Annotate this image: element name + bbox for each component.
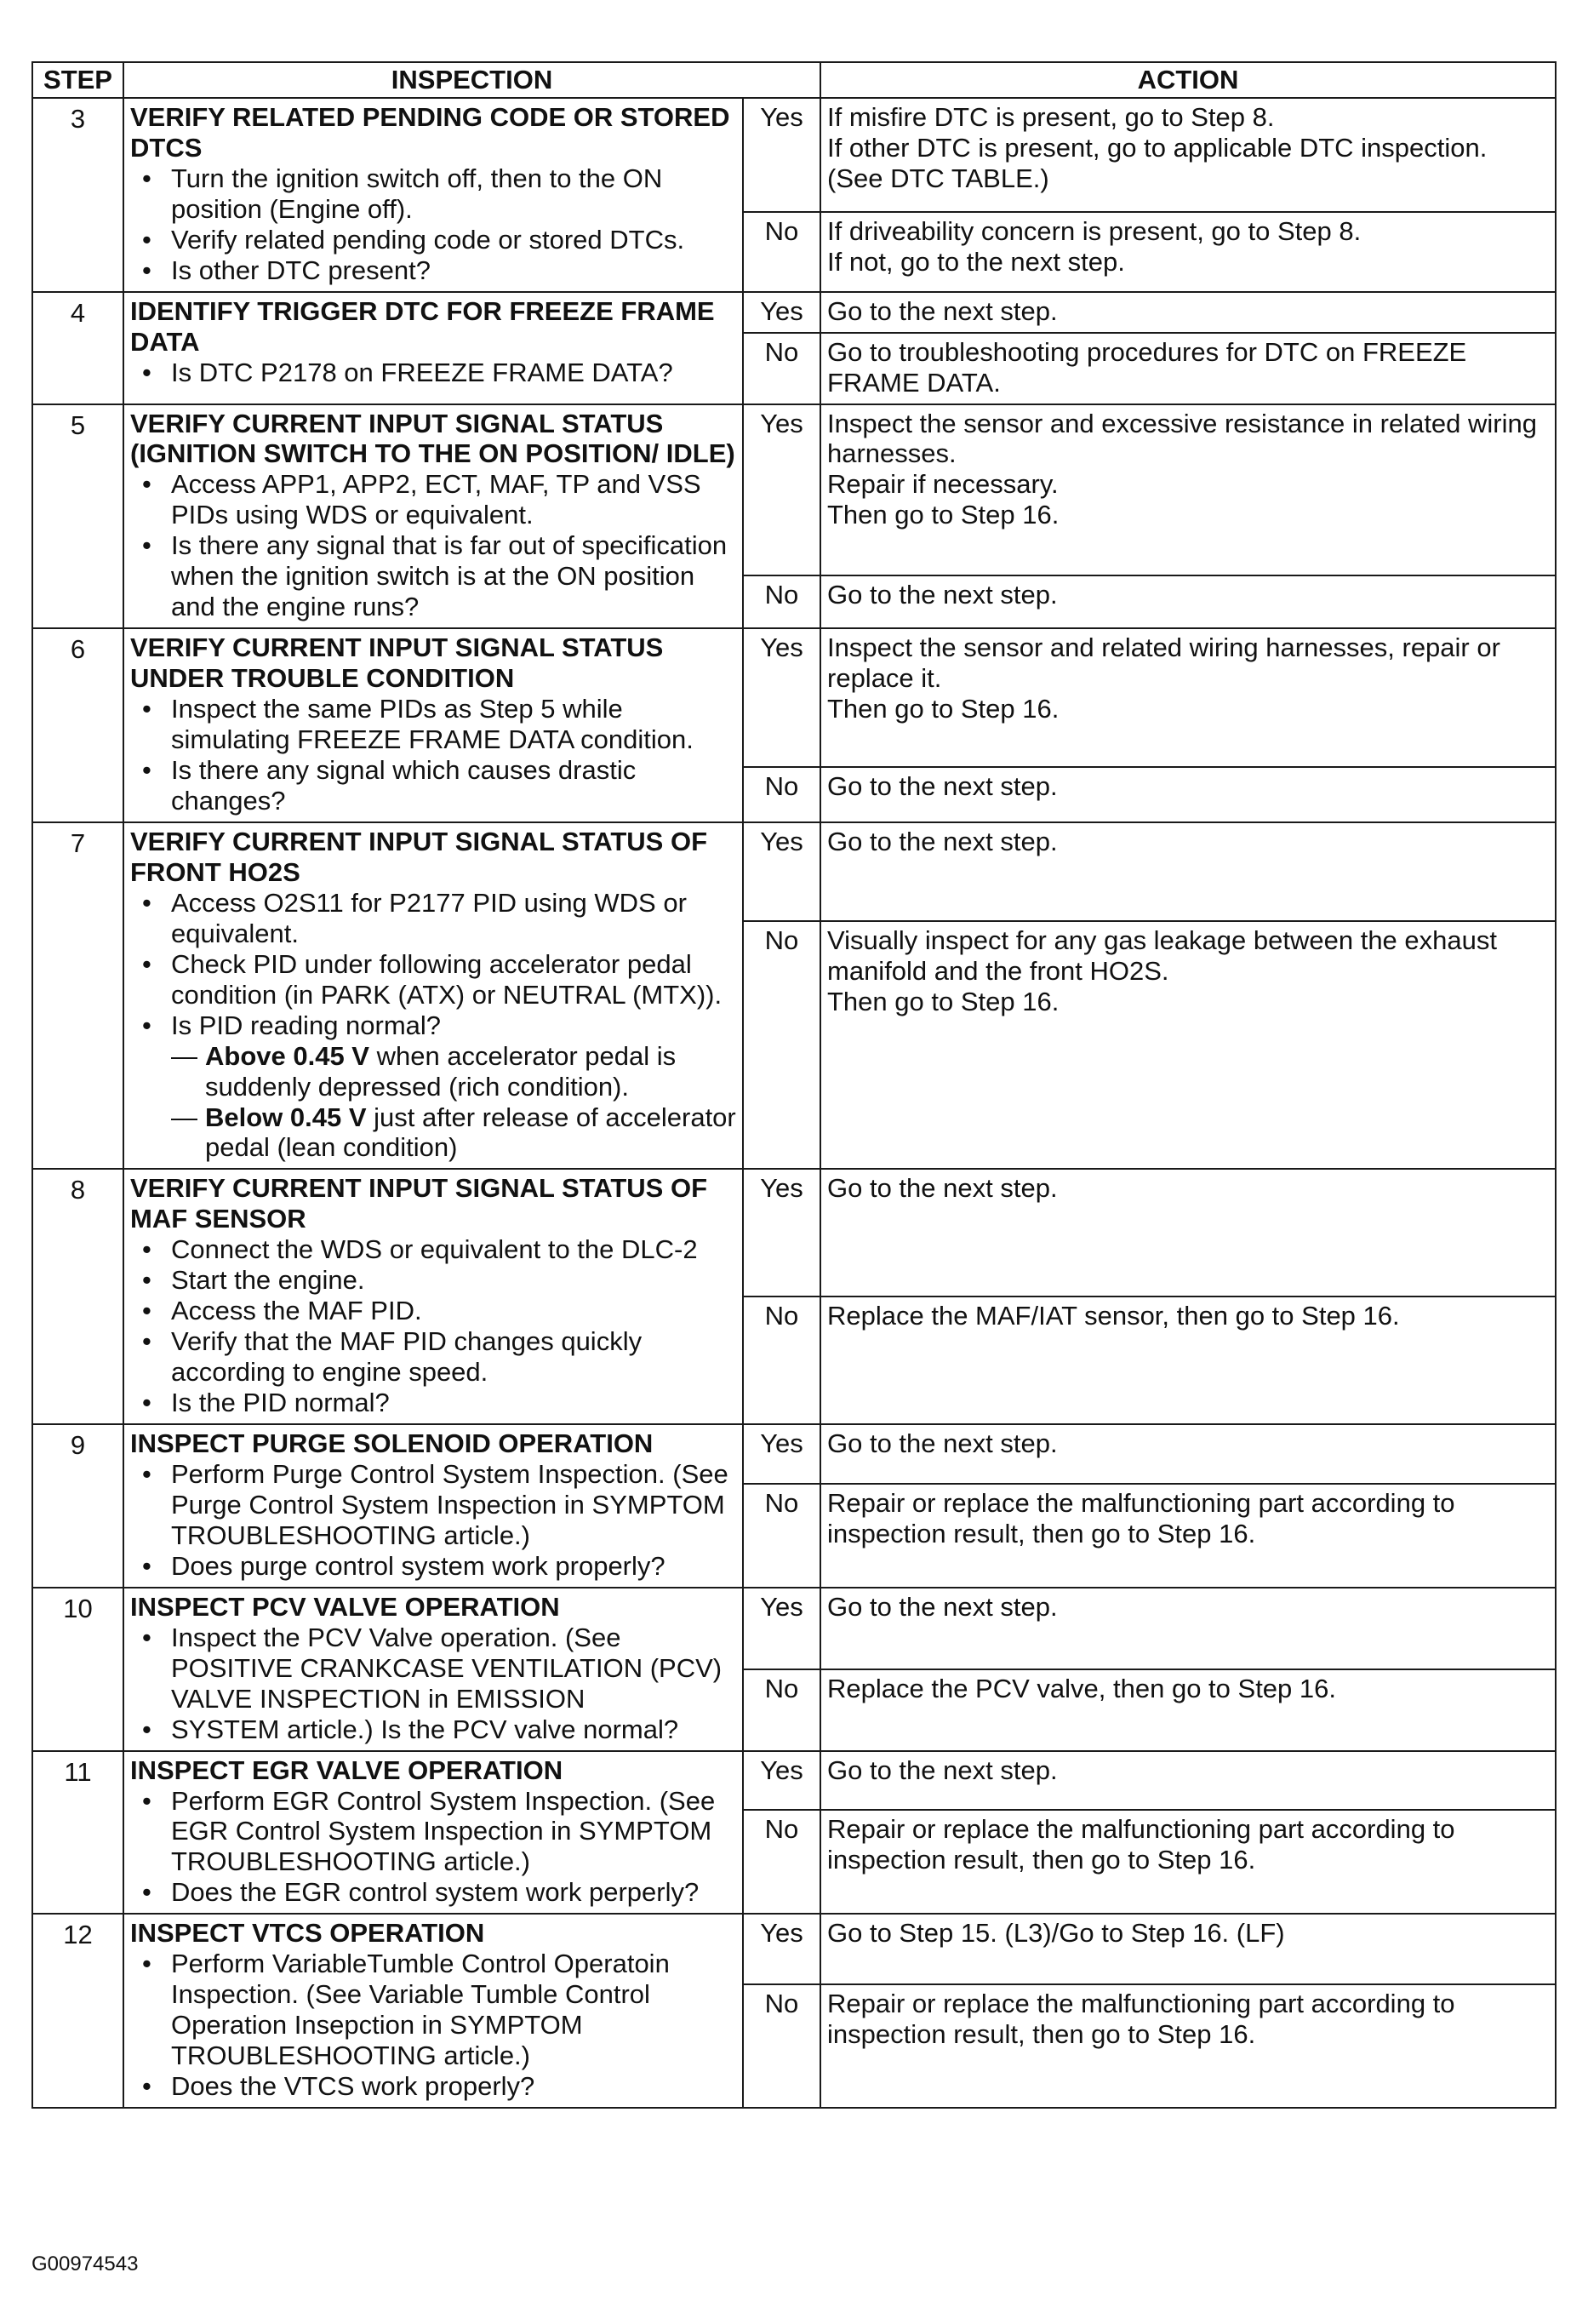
inspection-bullets <box>130 1786 736 1909</box>
header-inspection: INSPECTION <box>123 62 820 98</box>
step-row-yes <box>32 628 1556 767</box>
inspection-cell <box>123 1424 743 1588</box>
step-number: 10 <box>32 1588 123 1751</box>
action-line: Repair or replace the malfunctioning part according to inspection result, then go to Step 16. <box>827 1487 1455 1548</box>
inspection-bullets <box>130 888 736 1041</box>
yes-action <box>820 628 1556 767</box>
inspection-bullet: • Perform VariableTumble Control Operatoin Inspection. (See Variable Tumble Control Operation Insepction in SYMPTOM TROUBLESHOOTING article.) <box>130 1949 736 2071</box>
inspection-bullets <box>130 1234 736 1418</box>
yes-label: Yes <box>743 822 820 921</box>
yes-action <box>820 822 1556 921</box>
action-line: If not, go to the next step. <box>827 246 1125 277</box>
header-action: ACTION <box>820 62 1556 98</box>
step-number: 4 <box>32 292 123 404</box>
action-line: If driveability concern is present, go to Step 8. <box>827 215 1362 246</box>
inspection-cell <box>123 1914 743 2108</box>
inspection-title: VERIFY CURRENT INPUT SIGNAL STATUS UNDER TROUBLE CONDITION <box>130 633 664 694</box>
inspection-bullets <box>130 163 736 286</box>
step-number: 8 <box>32 1169 123 1424</box>
step-number: 5 <box>32 404 123 629</box>
yes-label: Yes <box>743 292 820 333</box>
step-row-yes <box>32 1751 1556 1811</box>
sub-item-threshold: Below 0.45 V <box>205 1102 367 1132</box>
action-line: Go to the next step. <box>827 295 1058 326</box>
inspection-title: INSPECT EGR VALVE OPERATION <box>130 1754 563 1785</box>
no-action <box>820 1984 1556 2108</box>
action-line: Replace the PCV valve, then go to Step 16. <box>827 1673 1336 1703</box>
no-label: No <box>743 333 820 404</box>
no-label: No <box>743 1669 820 1751</box>
step-row-yes <box>32 292 1556 333</box>
no-action <box>820 333 1556 404</box>
no-action <box>820 767 1556 822</box>
yes-action <box>820 1588 1556 1669</box>
inspection-title: VERIFY CURRENT INPUT SIGNAL STATUS (IGNITION SWITCH TO THE ON POSITION/ IDLE) <box>130 408 735 469</box>
inspection-bullet: • Does the EGR control system work perperly? <box>130 1877 736 1908</box>
inspection-title: IDENTIFY TRIGGER DTC FOR FREEZE FRAME DATA <box>130 295 715 357</box>
inspection-bullet: • Access O2S11 for P2177 PID using WDS or equivalent. <box>130 888 736 949</box>
sub-item-threshold: Above 0.45 V <box>205 1040 369 1071</box>
figure-code: G00974543 <box>31 2252 139 2275</box>
step-row-yes <box>32 1588 1556 1669</box>
inspection-bullet: • SYSTEM article.) Is the PCV valve normal? <box>130 1714 736 1745</box>
step-row-yes <box>32 1424 1556 1484</box>
header-step: STEP <box>32 62 123 98</box>
inspection-cell <box>123 628 743 822</box>
yes-action <box>820 404 1556 576</box>
inspection-bullet: • Is DTC P2178 on FREEZE FRAME DATA? <box>130 358 736 388</box>
sub-item-text: just after release of accelerator pedal (lean condition) <box>205 1102 736 1163</box>
inspection-bullet: • Connect the WDS or equivalent to the DLC-2 <box>130 1234 736 1265</box>
header-row <box>32 62 1556 98</box>
action-line: Go to the next step. <box>827 1428 1058 1459</box>
yes-action <box>820 1751 1556 1811</box>
sub-item-text: when accelerator pedal is suddenly depressed (rich condition). <box>205 1040 677 1102</box>
inspection-cell <box>123 822 743 1169</box>
inspection-bullet: • Start the engine. <box>130 1265 736 1296</box>
action-line: Inspect the sensor and related wiring harnesses, repair or replace it. <box>827 633 1500 694</box>
action-line: Go to Step 15. (L3)/Go to Step 16. (LF) <box>827 1918 1285 1949</box>
no-label: No <box>743 575 820 628</box>
action-line: Then go to Step 16. <box>827 694 1060 724</box>
inspection-bullet: • Is other DTC present? <box>130 255 736 286</box>
action-line: Go to the next step. <box>827 580 1058 610</box>
step-row-yes <box>32 98 1556 212</box>
no-label: No <box>743 1297 820 1424</box>
inspection-bullet: • Is there any signal which causes drastic changes? <box>130 755 736 816</box>
action-line: If other DTC is present, go to applicable DTC inspection. <box>827 132 1488 163</box>
action-line: If misfire DTC is present, go to Step 8. <box>827 101 1275 132</box>
inspection-bullet: • Verify related pending code or stored DTCs. <box>130 225 736 255</box>
no-action <box>820 212 1556 292</box>
action-line: Go to the next step. <box>827 1591 1058 1622</box>
no-action <box>820 1484 1556 1588</box>
no-label: No <box>743 921 820 1169</box>
no-action <box>820 921 1556 1169</box>
no-action <box>820 1810 1556 1914</box>
inspection-bullets <box>130 694 736 816</box>
no-label: No <box>743 1810 820 1914</box>
step-number: 7 <box>32 822 123 1169</box>
diagnostic-table <box>31 61 1557 2109</box>
inspection-bullet: • Inspect the same PIDs as Step 5 while simulating FREEZE FRAME DATA condition. <box>130 694 736 755</box>
inspection-bullet: • Access the MAF PID. <box>130 1296 736 1326</box>
no-label: No <box>743 1484 820 1588</box>
step-row-yes <box>32 822 1556 921</box>
action-line: Inspect the sensor and excessive resistance in related wiring harnesses. <box>827 408 1537 469</box>
no-action <box>820 575 1556 628</box>
action-line: Go to the next step. <box>827 770 1058 801</box>
no-label: No <box>743 212 820 292</box>
inspection-bullet: • Perform EGR Control System Inspection. (See EGR Control System Inspection in SYMPTOM TROUBLESHOOTING article.) <box>130 1786 736 1878</box>
inspection-cell <box>123 1169 743 1424</box>
yes-label: Yes <box>743 628 820 767</box>
yes-label: Yes <box>743 1588 820 1669</box>
inspection-sub-item <box>171 1102 736 1164</box>
action-line: (See DTC TABLE.) <box>827 163 1049 193</box>
action-line: Go to the next step. <box>827 1173 1058 1204</box>
inspection-bullets <box>130 1623 736 1745</box>
action-line: Go to troubleshooting procedures for DTC on FREEZE FRAME DATA. <box>827 336 1467 398</box>
action-line: Then go to Step 16. <box>827 987 1060 1017</box>
step-row-yes <box>32 404 1556 576</box>
inspection-bullet: • Is there any signal that is far out of specification when the ignition switch is at the ON position and the engine runs? <box>130 530 736 622</box>
inspection-cell <box>123 1751 743 1915</box>
inspection-title: INSPECT PCV VALVE OPERATION <box>130 1591 560 1622</box>
step-number: 12 <box>32 1914 123 2108</box>
step-number: 11 <box>32 1751 123 1915</box>
inspection-bullet: • Is the PID normal? <box>130 1388 736 1418</box>
yes-label: Yes <box>743 404 820 576</box>
inspection-cell <box>123 1588 743 1751</box>
inspection-bullets <box>130 1459 736 1582</box>
step-number: 6 <box>32 628 123 822</box>
step-number: 9 <box>32 1424 123 1588</box>
yes-action <box>820 1424 1556 1484</box>
step-row-yes <box>32 1914 1556 1984</box>
yes-label: Yes <box>743 1751 820 1811</box>
inspection-bullet: • Turn the ignition switch off, then to the ON position (Engine off). <box>130 163 736 225</box>
inspection-sub-items <box>130 1041 736 1164</box>
action-line: Visually inspect for any gas leakage between the exhaust manifold and the front HO2S. <box>827 925 1497 987</box>
inspection-title: VERIFY CURRENT INPUT SIGNAL STATUS OF FRONT HO2S <box>130 826 708 887</box>
inspection-bullet: • Access APP1, APP2, ECT, MAF, TP and VSS PIDs using WDS or equivalent. <box>130 469 736 530</box>
yes-label: Yes <box>743 1914 820 1984</box>
yes-action <box>820 1914 1556 1984</box>
yes-action <box>820 1169 1556 1297</box>
yes-label: Yes <box>743 98 820 212</box>
inspection-bullet: • Is PID reading normal? <box>130 1010 736 1041</box>
action-line: Replace the MAF/IAT sensor, then go to Step 16. <box>827 1301 1400 1331</box>
yes-label: Yes <box>743 1424 820 1484</box>
table-body <box>32 98 1556 2108</box>
inspection-bullets <box>130 469 736 622</box>
inspection-bullets <box>130 1949 736 2102</box>
inspection-cell <box>123 98 743 292</box>
step-number: 3 <box>32 98 123 292</box>
step-row-yes <box>32 1169 1556 1297</box>
inspection-bullet: • Does purge control system work properly? <box>130 1551 736 1582</box>
no-label: No <box>743 767 820 822</box>
yes-action <box>820 292 1556 333</box>
no-label: No <box>743 1984 820 2108</box>
inspection-bullet: • Does the VTCS work properly? <box>130 2071 736 2102</box>
no-action <box>820 1297 1556 1424</box>
inspection-bullet: • Verify that the MAF PID changes quickly according to engine speed. <box>130 1326 736 1388</box>
inspection-bullet: • Perform Purge Control System Inspection. (See Purge Control System Inspection in SYMPTOM TROUBLESHOOTING article.) <box>130 1459 736 1551</box>
action-line: Go to the next step. <box>827 826 1058 856</box>
inspection-title: VERIFY CURRENT INPUT SIGNAL STATUS OF MAF SENSOR <box>130 1173 708 1234</box>
inspection-title: VERIFY RELATED PENDING CODE OR STORED DTCS <box>130 101 730 163</box>
action-line: Then go to Step 16. <box>827 500 1060 530</box>
action-line: Repair or replace the malfunctioning part according to inspection result, then go to Step 16. <box>827 1989 1455 2050</box>
inspection-sub-item <box>171 1041 736 1102</box>
inspection-cell <box>123 404 743 629</box>
inspection-bullet: • Inspect the PCV Valve operation. (See POSITIVE CRANKCASE VENTILATION (PCV) VALVE INSPECTION in EMISSION <box>130 1623 736 1714</box>
yes-label: Yes <box>743 1169 820 1297</box>
action-line: Repair or replace the malfunctioning part according to inspection result, then go to Step 16. <box>827 1814 1455 1875</box>
no-action <box>820 1669 1556 1751</box>
yes-action <box>820 98 1556 212</box>
inspection-bullets <box>130 358 736 388</box>
inspection-cell <box>123 292 743 404</box>
inspection-title: INSPECT VTCS OPERATION <box>130 1918 485 1949</box>
action-line: Go to the next step. <box>827 1754 1058 1785</box>
inspection-bullet: • Check PID under following accelerator pedal condition (in PARK (ATX) or NEUTRAL (MTX)). <box>130 949 736 1010</box>
inspection-title: INSPECT PURGE SOLENOID OPERATION <box>130 1428 654 1459</box>
action-line: Repair if necessary. <box>827 469 1059 500</box>
